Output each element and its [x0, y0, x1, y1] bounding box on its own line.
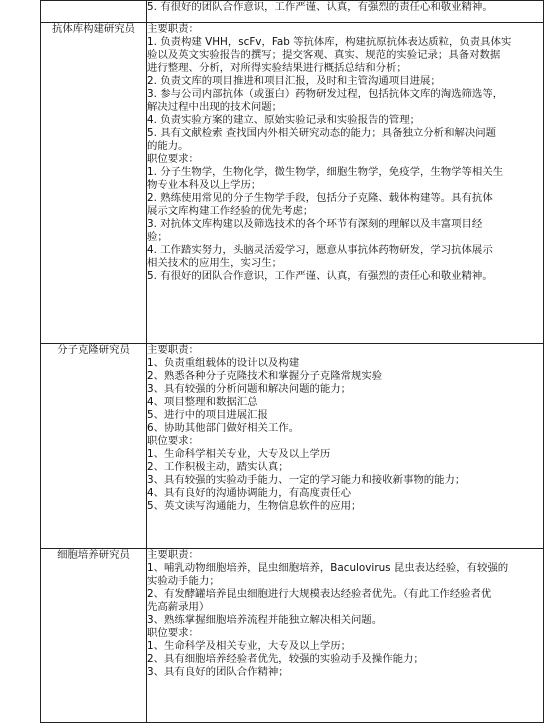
description-line: 5、进行中的项目进展汇报 — [147, 409, 268, 421]
description-line: 验； — [147, 231, 168, 243]
description-line: 4、具有良好的沟通协调能力，有高度责任心 — [147, 487, 352, 499]
description-line: 1、生命科学相关专业，大专及以上学历 — [147, 448, 331, 460]
description-line: 进行整理、分析，对所得实验结果进行概括总结和分析； — [147, 62, 407, 74]
job-title: 细胞培养研究员 — [57, 549, 130, 561]
job-requirements-table — [40, 0, 544, 723]
description-line: 1、负责重组载体的设计以及构建 — [147, 357, 300, 369]
description-line: 实验动手能力； — [147, 575, 220, 587]
job-title-cell — [41, 344, 147, 549]
job-table-body — [41, 1, 544, 723]
description-line: 2、工作积极主动，踏实认真； — [147, 461, 289, 473]
description-line: 1、哺乳动物细胞培养，昆虫细胞培养，Baculovirus 昆虫表达经验，有较强的 — [147, 562, 509, 574]
description-line: 相关技术的应用生，实习生； — [147, 257, 283, 269]
description-line: 先高薪录用） — [147, 601, 210, 613]
description-line: 3、具有较强的分析问题和解决问题的能力； — [147, 383, 352, 395]
job-title: 分子克隆研究员 — [57, 344, 130, 356]
description-line: 主要职责： — [147, 23, 199, 35]
description-line: 主要职责： — [147, 344, 199, 356]
description-line: 3、熟练掌握细胞培养流程并能独立解决相关问题。 — [147, 614, 383, 626]
description-line: 5、英文读写沟通能力，生物信息软件的应用； — [147, 500, 362, 512]
description-line: 3、具有较强的实验动手能力、一定的学习能力和接收新事物的能力； — [147, 474, 466, 486]
description-line: 1. 负责构建 VHH，scFv，Fab 等抗体库，构建抗原抗体表达质粒，负责具体实 — [147, 36, 512, 48]
job-title-cell — [41, 1, 147, 23]
job-description-cell — [147, 1, 544, 23]
description-line: 2、具有细胞培养经验者优先，较强的实验动手及操作能力； — [147, 653, 424, 665]
job-row — [41, 549, 544, 723]
job-row — [41, 344, 544, 549]
description-line: 1、生命科学及相关专业，大专及以上学历； — [147, 640, 352, 652]
description-line: 职位要求： — [147, 627, 199, 639]
description-line: 1. 分子生物学，生物化学，微生物学，细胞生物学，免疫学，生物学等相关生 — [147, 166, 504, 178]
description-line: 的能力。 — [147, 140, 189, 152]
description-line: 验以及英文实验报告的撰写；提交客观、真实、规范的实验记录；具备对数据 — [147, 49, 501, 61]
job-description-cell — [147, 549, 544, 723]
description-line: 职位要求： — [147, 153, 199, 165]
job-row — [41, 1, 544, 23]
description-line: 职位要求： — [147, 435, 199, 447]
job-title-cell — [41, 549, 147, 723]
description-line: 2. 负责文库的项目推进和项目汇报，及时和主管沟通项目进展； — [147, 75, 441, 87]
description-line: 4. 工作踏实努力，头脑灵活爱学习，愿意从事抗体药物研发，学习抗体展示 — [147, 244, 493, 256]
description-line: 2、熟悉各种分子克隆技术和掌握分子克隆常规实验 — [147, 370, 383, 382]
description-line: 3、具有良好的团队合作精神； — [147, 666, 289, 678]
job-title-cell — [41, 23, 147, 344]
description-line: 2. 熟练使用常见的分子生物学手段，包括分子克隆、载体构建等。具有抗体 — [147, 192, 493, 204]
description-line: 4、项目整理和数据汇总 — [147, 396, 258, 408]
description-line: 5. 有很好的团队合作意识，工作严谨、认真，有强烈的责任心和敬业精神。 — [147, 270, 493, 282]
job-description-cell — [147, 344, 544, 549]
description-line: 4. 负责实验方案的建立、原始实验记录和实验报告的管理； — [147, 114, 420, 126]
description-line: 5. 具有文献检索 查找国内外相关研究动态的能力；具备独立分析和解决问题 — [147, 127, 497, 139]
description-line: 展示文库构建工作经验的优先考虑； — [147, 205, 314, 217]
description-line: 3. 对抗体文库构建以及筛选技术的各个环节有深刻的理解以及丰富项目经 — [147, 218, 483, 230]
description-line: 解决过程中出现的技术问题； — [147, 101, 283, 113]
job-title: 抗体库构建研究员 — [51, 23, 136, 35]
description-line: 6、协助其他部门做好相关工作。 — [147, 422, 300, 434]
description-line: 3. 参与公司内部抗体（或蛋白）药物研发过程，包括抗体文库的淘选筛选等， — [147, 88, 504, 100]
description-line: 主要职责： — [147, 549, 199, 561]
description-line: 5. 有很好的团队合作意识，工作严谨、认真，有强烈的责任心和敬业精神。 — [147, 1, 493, 13]
job-description-cell — [147, 23, 544, 344]
description-line: 物专业本科及以上学历； — [147, 179, 262, 191]
job-row — [41, 23, 544, 344]
description-line: 2、有发酵罐培养昆虫细胞进行大规模表达经验者优先。（有此工作经验者优 — [147, 588, 492, 600]
